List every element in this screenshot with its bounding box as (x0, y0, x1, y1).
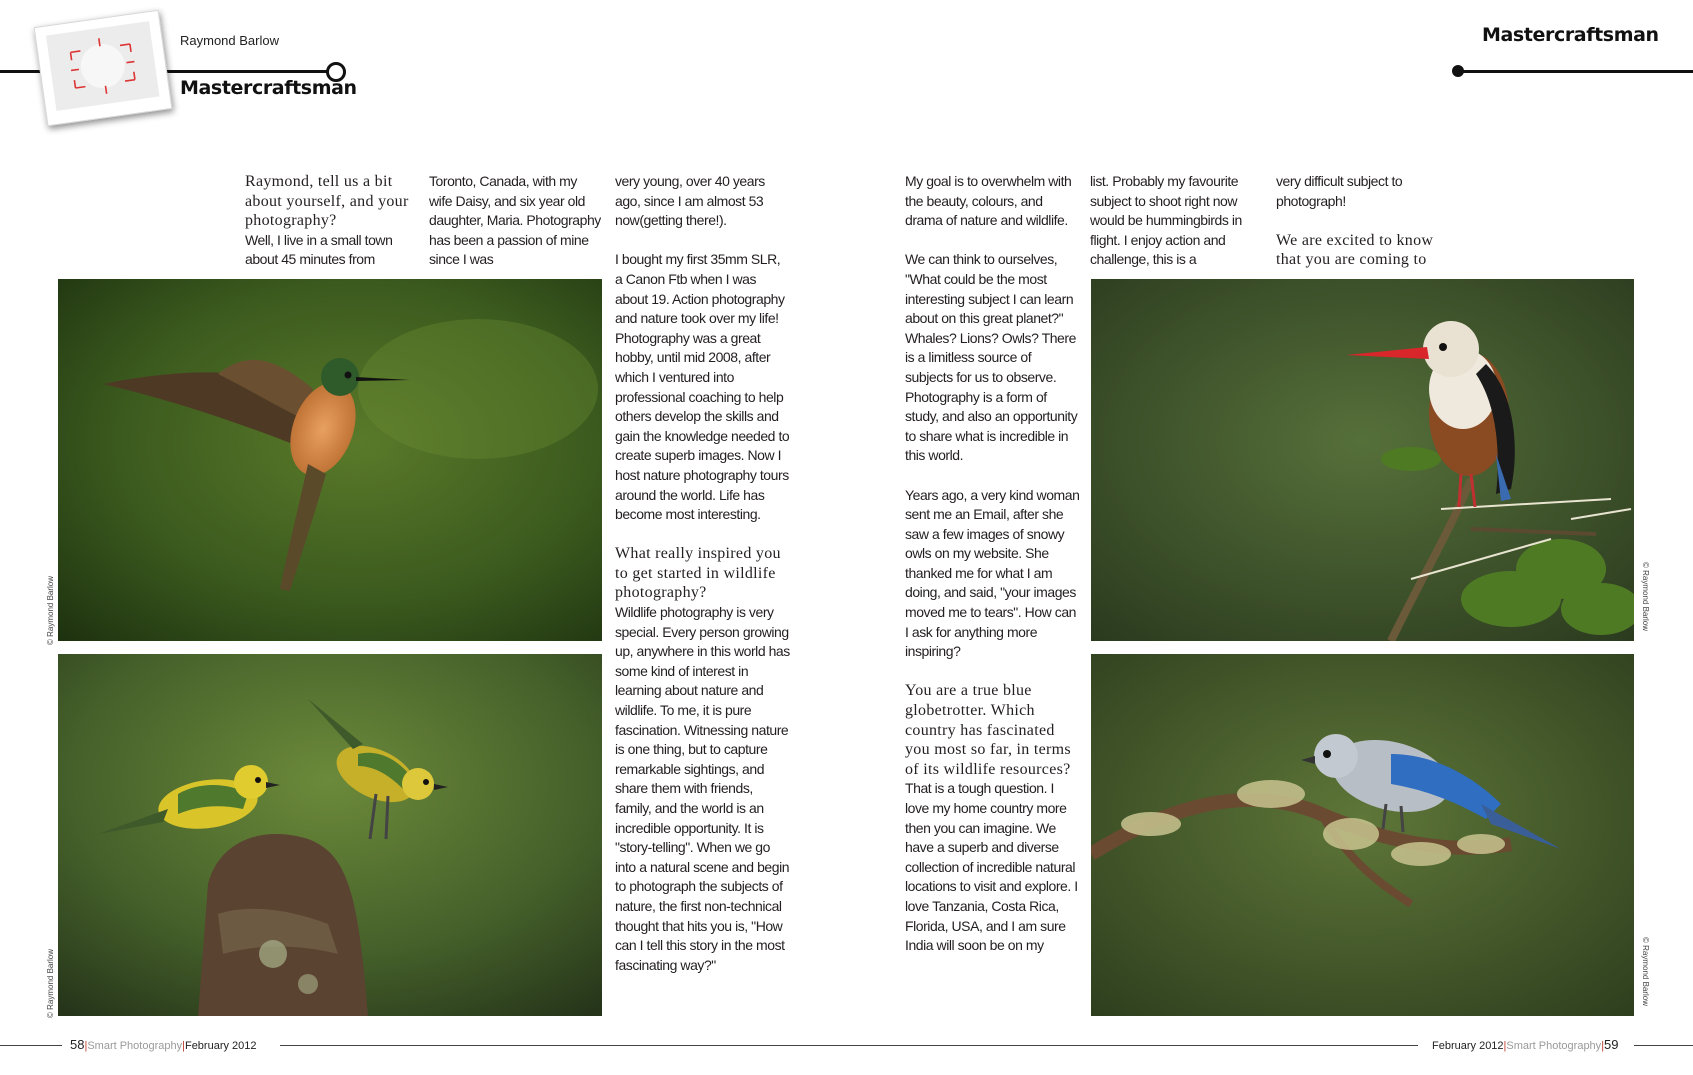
right-header-rule (1460, 70, 1693, 73)
photo-tanagers (58, 654, 602, 1016)
paragraph: Years ago, a very kind woman sent me an Email, after she saw a few images of snowy owls on my website. She thanked me for what I am doing, and said, "your images moved me to tears". How can I ask for anything more inspiring? (905, 486, 1080, 660)
footer-rule-right-end (1634, 1045, 1693, 1046)
answer-globetrotter: That is a tough question. I love my home country more then you can imagine. We have a superb and diverse collection of incredible natural locations to visit and explore. I love Tanzania, Costa Rica, Florida, USA, and I am sure India will soon be on my (905, 780, 1078, 954)
question-intro: Raymond, tell us a bit about yourself, and your photography? (245, 173, 409, 230)
page-number-left: 58 (70, 1037, 85, 1052)
footer-right: February 2012|Smart Photography|59 (1432, 1037, 1619, 1052)
answer-intro: Well, I live in a small town about 45 minutes from (245, 231, 393, 268)
photo-kingfisher (1091, 279, 1634, 641)
footer-rule-center (280, 1045, 1418, 1046)
text-column-6 (1276, 172, 1456, 272)
section-logo-polaroid (34, 10, 173, 127)
question-inspiration: What really inspired you to get started in wildlife photography? (615, 545, 781, 602)
photo-credit-hummingbird: © Raymond Barlow (46, 575, 55, 645)
paragraph: My goal is to overwhelm with the beauty, colours, and drama of nature and wildlife. (905, 173, 1072, 229)
magazine-name-left: Smart Photography (87, 1040, 183, 1052)
photo-credit-blue-gray-tanager: © Raymond Barlow (1641, 937, 1650, 1007)
text-column-2 (429, 172, 601, 272)
text-column-4 (905, 172, 1081, 1022)
photo-hummingbird (58, 279, 602, 641)
issue-date-right: February 2012 (1432, 1040, 1504, 1052)
text-column-3 (615, 172, 791, 1022)
paragraph: very young, over 40 years ago, since I am almost 53 now(getting there!). (615, 173, 765, 229)
issue-date-left: February 2012 (184, 1040, 257, 1052)
paragraph: We can think to ourselves, "What could be the most interesting subject I can learn about on this great planet?" Whales? Lions? Owls? There is a limitless source of subjects for us to observe. Photography is a form of study, and also an opportunity to share what is incredible in this world. (905, 251, 1078, 464)
question-coming: We are excited to know that you are coming to (1276, 231, 1434, 269)
section-logo-frame (46, 21, 160, 111)
text-column-5 (1090, 172, 1266, 272)
byline: Raymond Barlow (180, 33, 279, 48)
text-column-1 (245, 172, 423, 272)
footer-rule-left-start (0, 1045, 62, 1046)
paragraph: very difficult subject to photograph! (1276, 173, 1403, 209)
photo-blue-gray-tanager (1091, 654, 1634, 1016)
focus-target-icon (46, 21, 160, 111)
footer-left: 58|Smart Photography|February 2012 (70, 1037, 257, 1052)
paragraph: list. Probably my favourite subject to shoot right now would be hummingbirds in flight. I enjoy action and challenge, this is a (1090, 173, 1242, 268)
answer-inspiration: Wildlife photography is very special. Every person growing up, anywhere in this world has some kind of interest in learning about nature and wildlife. To me, it is pure fascination. Witnessing nature is one thing, but to capture remarkable sightings, and share them with friends, family, and the world is an incredible opportunity. It is "story-telling". When we go into a natural scene and begin to photograph the subjects of nature, the first non-technical thought that hits you is, "How can I tell this story in the most fascinating way?" (615, 604, 790, 973)
photo-credit-kingfisher: © Raymond Barlow (1641, 562, 1650, 632)
page-number-right: 59 (1604, 1037, 1619, 1052)
question-globetrotter: You are a true blue globetrotter. Which country has fascinated you most so far, in terms of its wildlife resources? (905, 682, 1071, 778)
paragraph: Toronto, Canada, with my wife Daisy, and six year old daughter, Maria. Photography has been a passion of mine since I was (429, 173, 601, 268)
section-title-left: Mastercraftsman (180, 77, 357, 99)
photo-credit-tanagers: © Raymond Barlow (46, 948, 55, 1018)
paragraph: I bought my first 35mm SLR, a Canon Ftb when I was about 19. Action photography and nature took over my life! Photography was a great hobby, until mid 2008, after which I ventured into professional coaching to help others develop the skills and gain the knowledge needed to create superb images. Now I host nature photography tours around the world. Life has become most interesting. (615, 251, 790, 523)
section-title-right: Mastercraftsman (1482, 24, 1659, 46)
magazine-name-right: Smart Photography (1506, 1040, 1602, 1052)
